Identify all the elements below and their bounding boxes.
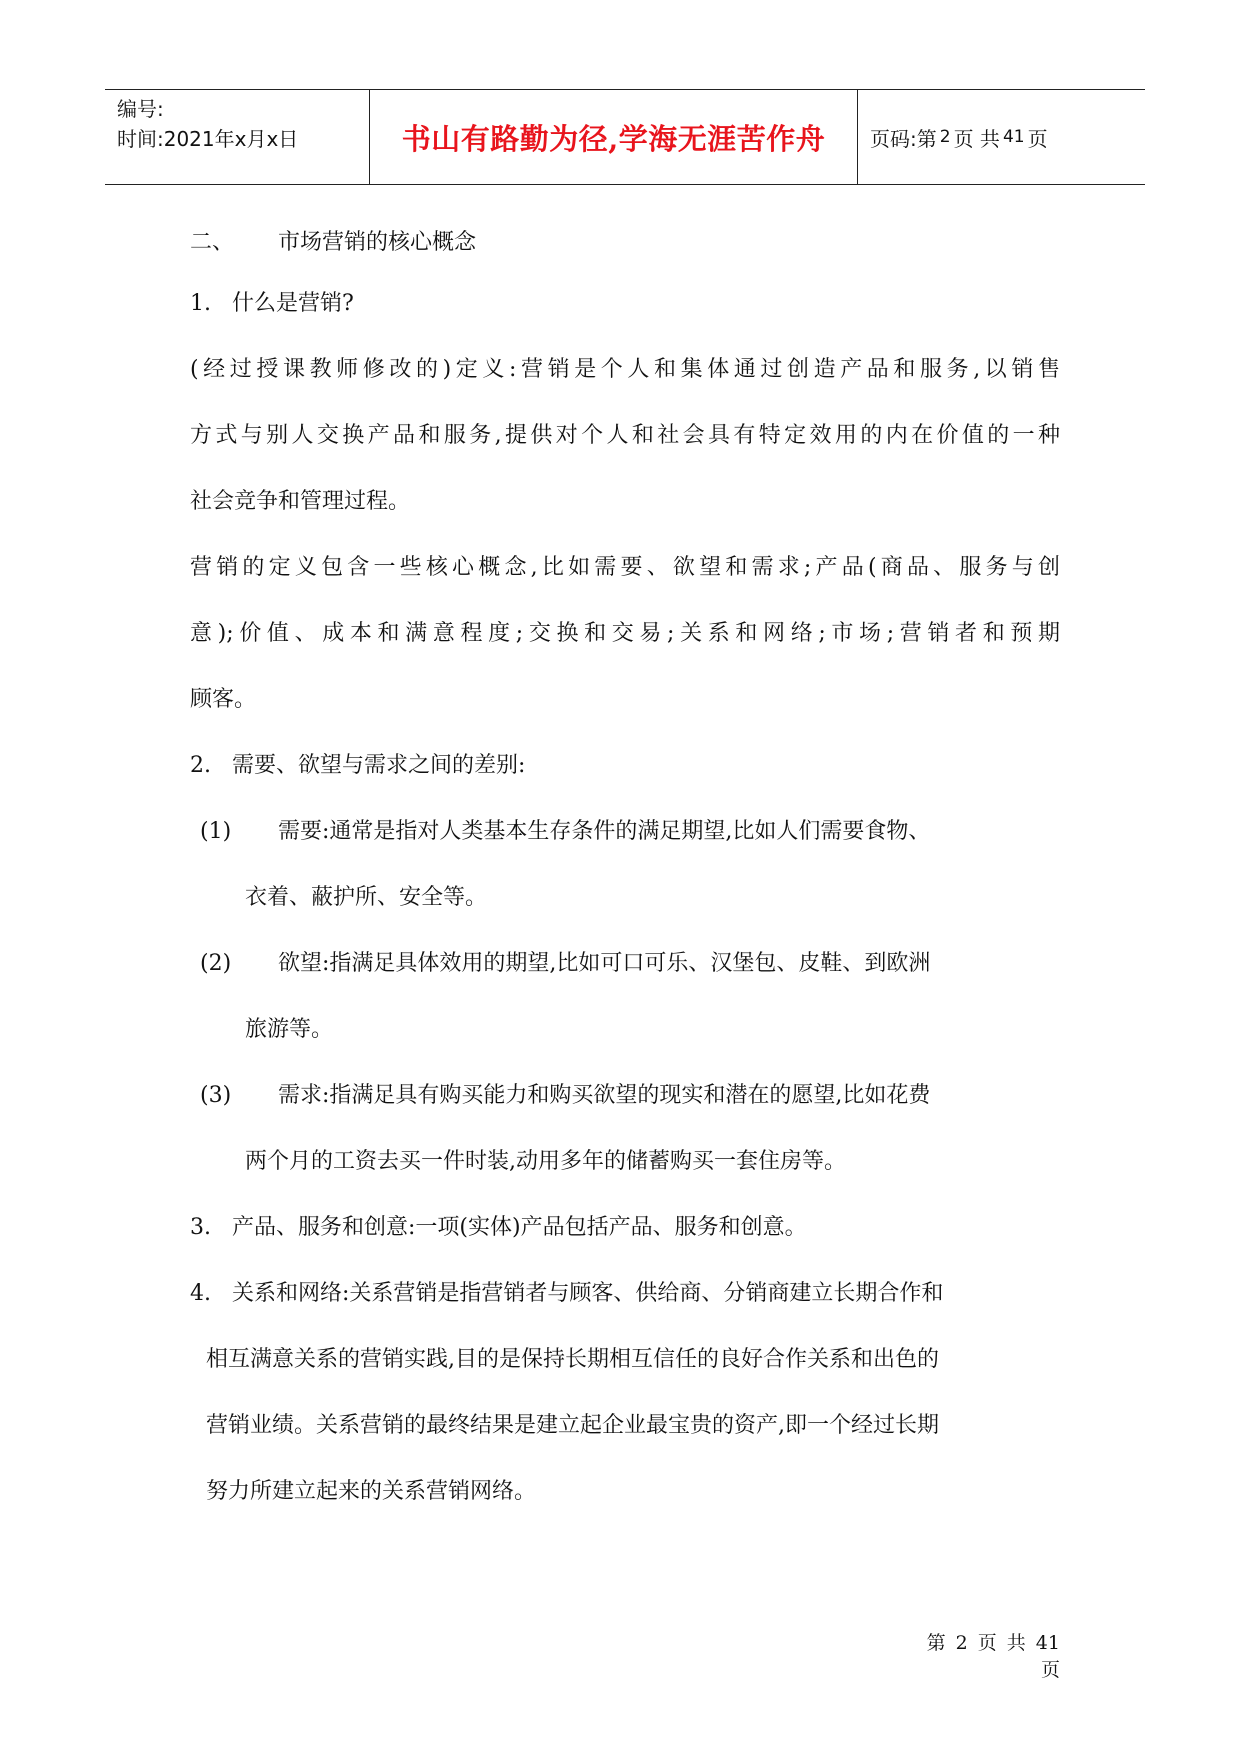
page-header: [105, 89, 1145, 185]
list-item-2: [190, 733, 1060, 799]
section-heading: [190, 215, 1060, 271]
list-item-title: 需要、欲望与需求之间的差别:: [232, 753, 526, 778]
header-motto: 书山有路勤为径,学海无涯苦作舟: [370, 90, 858, 184]
list-item-title: 什么是营销?: [232, 291, 354, 316]
document-body: [190, 215, 1060, 1525]
list-item-4: [190, 1261, 1060, 1327]
list-item-3: [190, 1195, 1060, 1261]
sub-item-number: (2): [200, 951, 232, 976]
page-current: 2: [939, 127, 951, 147]
paragraph-line: 两个月的工资去买一件时装,动用多年的储蓄购买一套住房等。: [245, 1149, 846, 1174]
page-prefix: 页码:第: [870, 126, 937, 151]
sub-item-text: 需求:指满足具有购买能力和购买欲望的现实和潜在的愿望,比如花费: [278, 1083, 931, 1108]
list-item-text: 关系和网络:关系营销是指营销者与顾客、供给商、分销商建立长期合作和: [232, 1281, 944, 1306]
list-item-1: [190, 271, 1060, 337]
sub-item-3: [190, 1063, 1060, 1129]
sub-item-number: (1): [200, 819, 232, 844]
paragraph-line: (经过授课教师修改的)定义:营销是个人和集体通过创造产品和服务,以销售: [190, 357, 1060, 382]
list-item-number: 2.: [190, 753, 211, 778]
doc-number-label: 编号:: [117, 97, 164, 121]
list-item-number: 1.: [190, 291, 211, 316]
paragraph-line: 衣着、蔽护所、安全等。: [245, 885, 488, 910]
sub-item-text: 欲望:指满足具体效用的期望,比如可口可乐、汉堡包、皮鞋、到欧洲: [278, 951, 931, 976]
sub-item-2: [190, 931, 1060, 997]
paragraph-line: 旅游等。: [245, 1017, 334, 1042]
paragraph-line: 社会竞争和管理过程。: [190, 489, 411, 514]
paragraph-line: 相互满意关系的营销实践,目的是保持长期相互信任的良好合作关系和出色的: [206, 1347, 939, 1372]
header-page-info: [858, 90, 1145, 184]
page-footer: 第 2 页 共 41 页: [926, 1632, 1060, 1681]
sub-item-1: [190, 799, 1060, 865]
sub-item-number: (3): [200, 1083, 232, 1108]
paragraph-line: 意);价值、成本和满意程度;交换和交易;关系和网络;市场;营销者和预期: [190, 621, 1060, 646]
doc-time-label: 时间:2021年x月x日: [117, 127, 299, 151]
paragraph-line: 顾客。: [190, 687, 257, 712]
paragraph-line: 努力所建立起来的关系营销网络。: [206, 1479, 537, 1504]
list-item-number: 3.: [190, 1215, 211, 1240]
page-total: 41: [1002, 127, 1025, 147]
paragraph-line: 方式与别人交换产品和服务,提供对个人和社会具有特定效用的内在价值的一种: [190, 423, 1060, 448]
header-meta: [105, 90, 370, 184]
sub-item-text: 需要:通常是指对人类基本生存条件的满足期望,比如人们需要食物、: [278, 819, 931, 844]
paragraph-line: 营销业绩。关系营销的最终结果是建立起企业最宝贵的资产,即一个经过长期: [206, 1413, 939, 1438]
section-title: 市场营销的核心概念: [278, 230, 477, 255]
section-number: 二、: [190, 230, 235, 255]
page-suffix: 页: [1027, 126, 1048, 151]
paragraph-line: 营销的定义包含一些核心概念,比如需要、欲望和需求;产品(商品、服务与创: [190, 555, 1060, 580]
list-item-number: 4.: [190, 1281, 211, 1306]
list-item-text: 产品、服务和创意:一项(实体)产品包括产品、服务和创意。: [232, 1215, 807, 1240]
page-mid: 页 共: [953, 126, 1000, 151]
